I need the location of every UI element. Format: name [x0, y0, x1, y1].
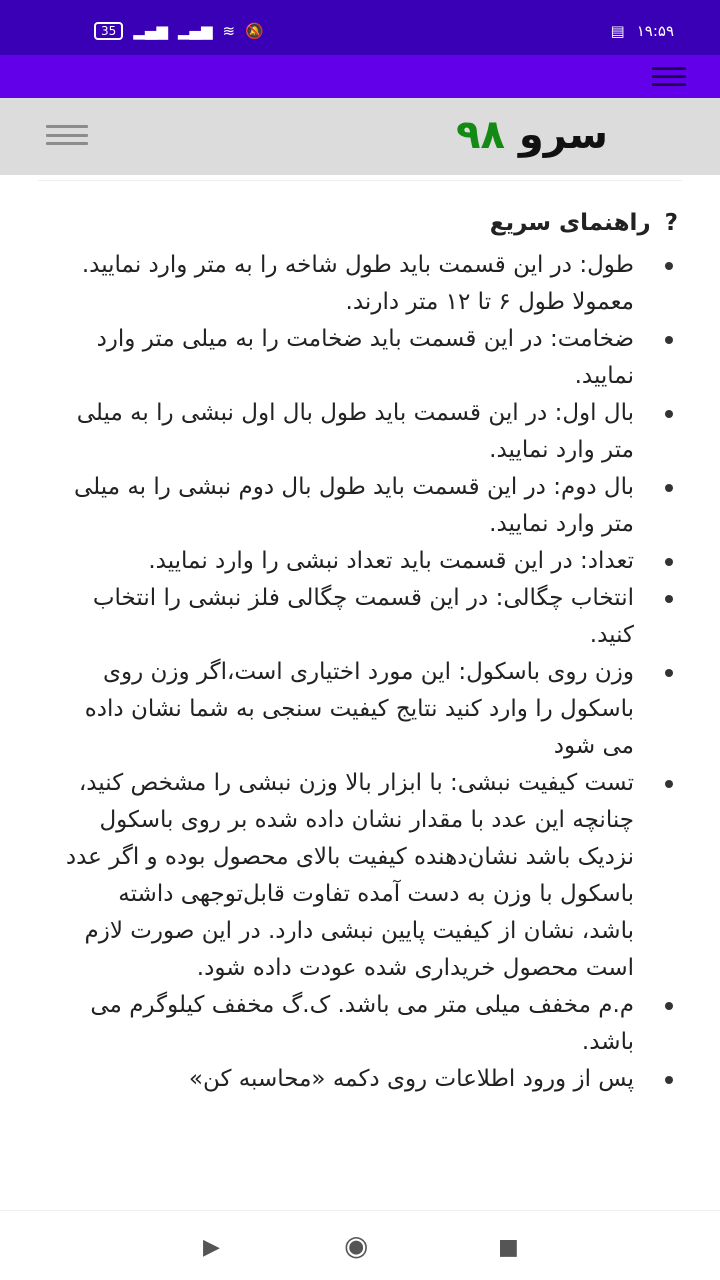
list-item: بال دوم: در این قسمت باید طول بال دوم نبشی را به میلی متر وارد نمایید.	[59, 469, 634, 543]
list-item: تعداد: در این قسمت باید تعداد نبشی را وارد نمایید.	[59, 543, 634, 580]
guide-list	[38, 247, 682, 1098]
quick-guide	[38, 205, 682, 1098]
guide-title: ?راهنمای سریع	[489, 210, 678, 236]
list-item: بال اول: در این قسمت باید طول بال اول نبشی را به میلی متر وارد نمایید.	[59, 395, 634, 469]
hamburger-menu-icon[interactable]	[46, 125, 88, 145]
app-toolbar	[0, 55, 720, 98]
divider	[38, 180, 682, 181]
logo[interactable]: سرو ۹۸	[456, 112, 608, 158]
signal-icon-2: ▂▄▆	[177, 22, 213, 40]
system-nav-bar	[0, 1210, 720, 1280]
notification-icon: ▤	[610, 22, 625, 40]
clock: ۱۹:۵۹	[636, 22, 674, 40]
list-item: پس از ورود اطلاعات روی دکمه «محاسبه کن»	[59, 1061, 634, 1098]
back-icon[interactable]: ▶	[203, 1235, 220, 1260]
list-item: م.م مخفف میلی متر می باشد. ک.گ مخفف کیلوگرم می باشد.	[59, 987, 634, 1061]
recents-icon[interactable]: ■	[498, 1235, 519, 1260]
notifications-off-icon: 🔕	[245, 22, 264, 40]
menu-icon[interactable]	[652, 67, 686, 86]
wifi-icon: ≋	[222, 22, 236, 40]
site-header	[0, 98, 720, 175]
list-item: وزن روی باسکول: این مورد اختیاری است،اگر وزن روی باسکول را وارد کنید نتایج کیفیت سنجی به شما نشان داده می شود	[59, 654, 634, 765]
list-item: ضخامت: در این قسمت باید ضخامت را به میلی متر وارد نمایید.	[59, 321, 634, 395]
signal-icon: ▂▄▆	[133, 22, 168, 40]
list-item: تست کیفیت نبشی: با ابزار بالا وزن نبشی را مشخص کنید، چنانچه این عدد با مقدار نشان داده شده بر روی باسکول نزدیک باشد نشان‌دهنده کیفیت بالای محصول بوده و اگر عدد باسکول با وزن به دست آمده تفاوت قابل‌توجهی داشته باشد، نشان از کیفیت پایین نبشی دارد. در این صورت لازم است محصول خریداری شده عودت داده شود.	[59, 765, 634, 987]
status-bar	[0, 0, 720, 55]
list-item: انتخاب چگالی: در این قسمت چگالی فلز نبشی را انتخاب کنید.	[59, 580, 634, 654]
list-item: طول: در این قسمت باید طول شاخه را به متر وارد نمایید. معمولا طول ۶ تا ۱۲ متر دارند.	[59, 247, 634, 321]
home-icon[interactable]: ◉	[344, 1229, 369, 1262]
question-icon: ?	[664, 210, 678, 236]
battery-icon: 35	[94, 22, 123, 40]
